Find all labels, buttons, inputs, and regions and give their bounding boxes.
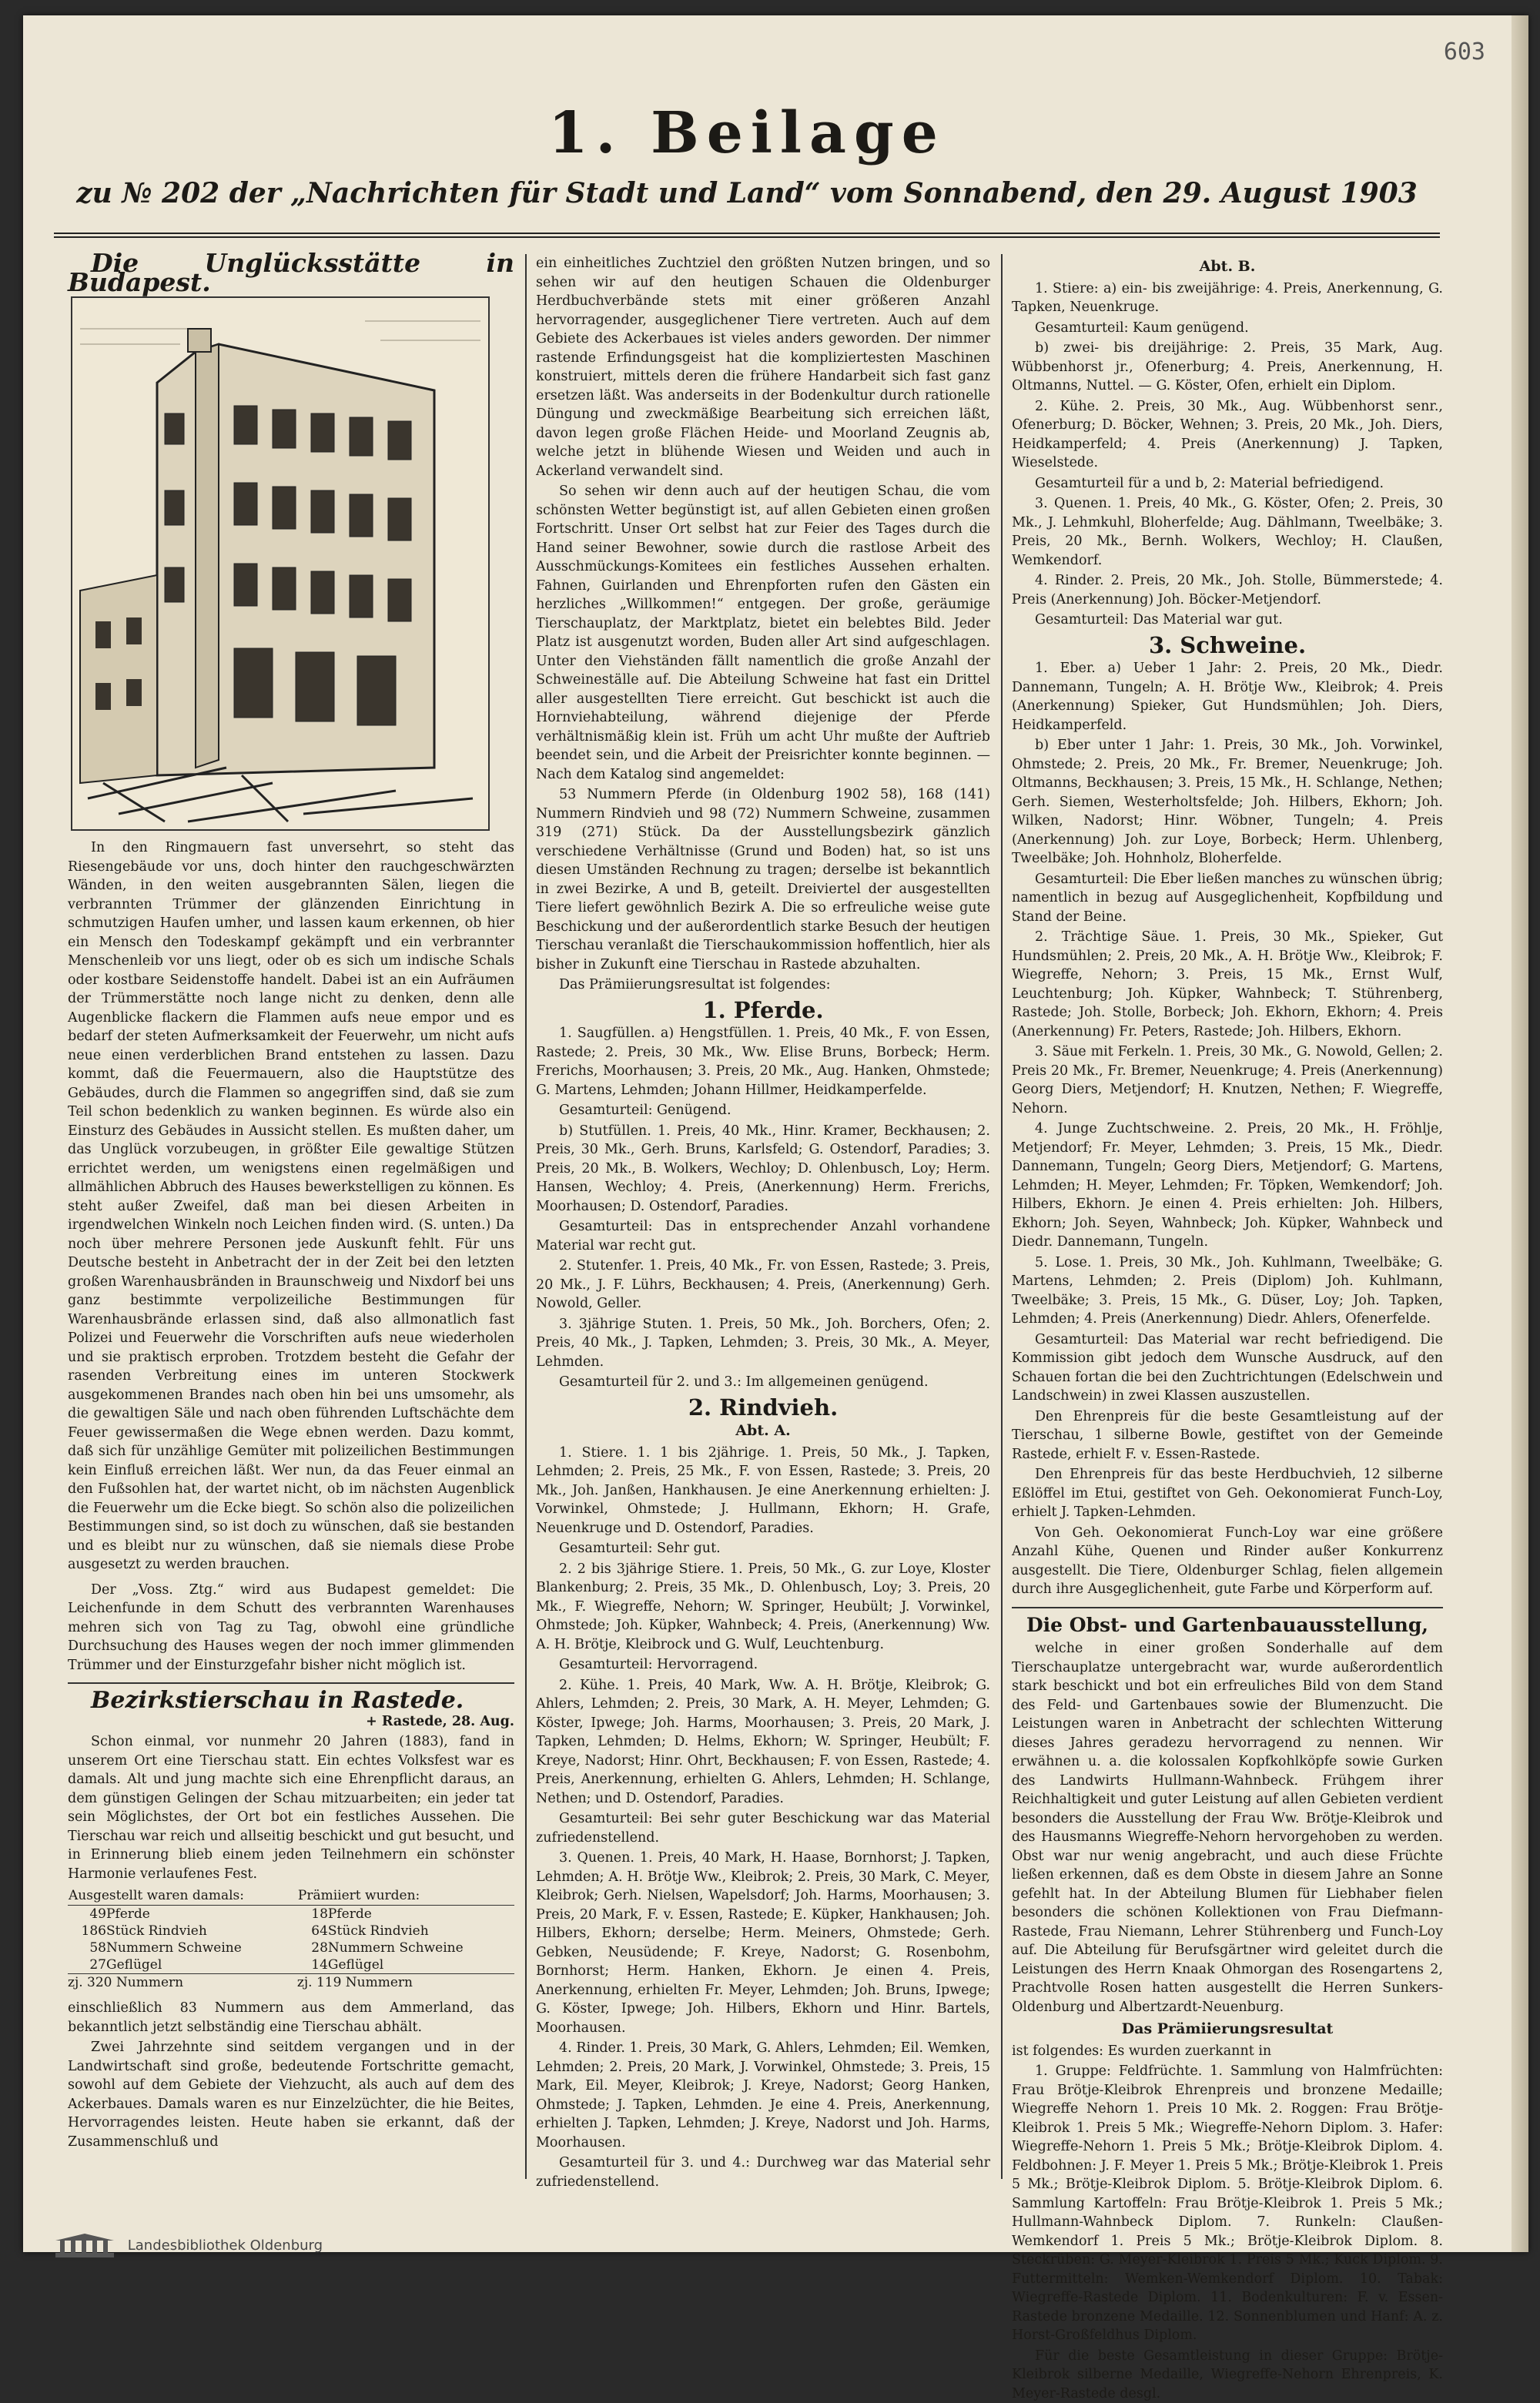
abtb-kuehe: 2. Kühe. 2. Preis, 30 Mk., Aug. Wübbenhorst senr., Ofenerburg; D. Böcker, Wehnen; 3. Preis, 20 Mk., Joh. Diers, Heidkamperfeld; 4. Preis (Anerkennung) J. Tapken, Wieselstede. [1012,397,1443,473]
rind-kuehe: 2. Kühe. 1. Preis, 40 Mark, Ww. A. H. Brötje, Kleibrok; G. Ahlers, Lehmden; 2. Preis, 30 Mark, A. H. Meyer, Lehmden; G. Köster, Ipwege; Joh. Harms, Moorhausen; 3. Preis, 20 Mark, J. Tapken, Lehmden; D. Helms, Ekhorn; W. Springer, Heubült; F. Kreye, Nadorst; Hinr. Ohrt, Beckhausen; F. von Essen, Rastede; 4. Preis, Anerkennung, erhielten G. Ahlers, Lehmden; H. Schlange, Nethen; und D. Ostendorf, Paradies. [536,1676,990,1809]
pferde-verdict-3: Gesamturteil für 2. und 3.: Im allgemeinen genügend. [536,1373,990,1392]
section-heading-rindvieh: 2. Rindvieh. [536,1398,990,1417]
column-divider-2 [1001,254,1003,2179]
subsection-abt-b: Abt. B. [1012,257,1443,276]
pferde-stuten: 2. Stutenfer. 1. Preis, 40 Mk., Fr. von Essen, Rastede; 3. Preis, 20 Mk., J. F. Lührs, Beckhausen; 4. Preis, (Anerkennung) Gerh. Nowold, Geller. [536,1257,990,1314]
dateline: + Rastede, 28. Aug. [68,1712,514,1732]
section-heading-pferde: 1. Pferde. [536,1001,990,1020]
rind-quenen: 3. Quenen. 1. Preis, 40 Mark, H. Haase, Bornhorst; J. Tapken, Lehmden; A. H. Brötje Ww., Kleibrok; 2. Preis, 30 Mark, C. Meyer, Kleibrok; Gerh. Nielsen, Wapelsdorf; Joh. Harms, Moorhausen; 3. Preis, 20 Mark, F. v. Essen, Rastede; E. Küpker, Hankhausen; Joh. Hilbers, Ekhorn; derselbe; Herm. Meiners, Ohmstede; Gerh. Gebken, Neusüdende; F. Kreye, Nadorst; G. Rosenbohm, Bornhorst; Herm. Hanken, Ekhorn. Je einen 4. Preis, Anerkennung, erhielten Fr. Meyer, Lehmden; Joh. Bruns, Ipwege; G. Köster, Ipwege; Joh. Hilbers, Ekhorn und Hinr. Bartels, Moorhausen. [536,1849,990,2037]
rind-stiere-2: 2. 2 bis 3jährige Stiere. 1. Preis, 50 Mk., G. zur Loye, Kloster Blankenburg; 2. Preis, 35 Mk., D. Ohlenbusch, Loy; 3. Preis, 20 Mk., F. Wiegreffe, Nehorn; W. Springer, Heubült; J. Vorwinkel, Ohmstede; Joh. Küpker, Wahnbeck; 4. Preis, (Anerkennung) Ww. A. H. Brötje, Kleibrock und G. Wulf, Leuchtenburg. [536,1560,990,1655]
supplement-title: 1. Beilage [23,100,1471,166]
subsection-praemiierung: Das Prämiierungsresultat [1012,2020,1443,2039]
schweine-saeue: 2. Trächtige Säue. 1. Preis, 30 Mk., Spieker, Gut Hundsmühlen; 2. Preis, 20 Mk., A. H. Brötje Ww., Kleibrok; F. Wiegreffe, Nehorn; 3. Preis, 15 Mk., Ernst Wulf, Leuchtenburg; Joh. Küpker, Wahnbeck; T. Stührenberg, Rastede; Joh. Stolle, Borbeck; Joh. Ekhorn, Ekhorn; 4. Preis (Anerkennung) Fr. Peters, Rastede; Joh. Hilbers, Ekhorn. [1012,928,1443,1041]
abtb-rinder: 4. Rinder. 2. Preis, 20 Mk., Joh. Stolle, Bümmerstede; 4. Preis (Anerkennung) Joh. Böcker-Metjendorf. [1012,571,1443,609]
column-1 [68,254,514,2179]
rind-verdict-4: Gesamturteil für 3. und 4.: Durchweg war das Material sehr zufriedenstellend. [536,2154,990,2191]
rind-rinder: 4. Rinder. 1. Preis, 30 Mark, G. Ahlers, Lehmden; Eil. Wemken, Lehmden; 2. Preis, 20 Mark, J. Vorwinkel, Ohmstede; 3. Preis, 15 Mark, Eil. Meyer, Kleibrok; J. Kreye, Nadorst; Georg Hanken, Ohmstede; J. Tapken, Lehmden. Je eine 4. Preis, Anerkennung, erhielten J. Tapken, Lehmden; J. Kreye, Nadorst und Joh. Harms, Moorhausen. [536,2039,990,2152]
comparison-table [68,1886,514,1991]
col2-paragraph-3: 53 Nummern Pferde (in Oldenburg 1902 58), 168 (141) Nummern Rindvieh und 98 (72) Nummern Schweine, zusammen 319 (271) Stück. Da der Ausstellungsbezirk gänzlich verschiedene Verhältnisse (Grund und Boden) hat, so ist uns diesen Umständen Rechnung zu tragen; derselbe ist bekanntlich in zwei Bezirke, A und B, geteilt. Dreiviertel der ausgestellten Tiere liefert gewöhnlich Bezirk A. Die so erfreuliche weise gute Beschickung und der außerordentlich starke Besuch der heutigen Tierschau veranlaßt die Tierschaukommission hoffentlich, hier als bisher in Zukunft eine Tierschau in Rastede abzuhalten. [536,785,990,974]
table-row: 186 Stück Rindvieh 64 Stück Rindvieh [68,1923,514,1939]
table-row: 58 Nummern Schweine 28 Nummern Schweine [68,1939,514,1956]
budapest-paragraph-1: In den Ringmauern fast unversehrt, so steht das Riesengebäude vor uns, doch hinter den rauchgeschwärzten Wänden, in den weiten ausgebrannten Sälen, liegen die verbrannten Trümmer der glänzenden Einrichtung in schmutzigen Haufen umher, und lassen kaum erkennen, ob hier ein Mensch den Todeskampf gekämpft und ein verbrannter Menschenleib vor uns liegt, oder ob es sich um indische Schals oder kostbare Seidenstoffe handelt. Dabei ist an ein Aufräumen der Trümmerstätte noch lange nicht zu denken, denn alle Augenblicke flackern die Flammen aufs neue empor und es bedarf der steten Aufmerksamkeit der Feuerwehr, um nicht aufs neue einen verderblichen Brand entstehen zu lassen. Dazu kommt, daß die Feuermauern, also die Hauptstütze des Gebäudes, durch die Flammen so angegriffen sind, daß sie zum Teil schon bedenklich zu wanken beginnen. Es würde also ein Einsturz des Gebäudes in Aussicht stellen. Es mußten daher, um das Unglück vorzubeugen, in größter Eile gewaltige Stützen errichtet werden, um wenigstens einen regelmäßigen und allmählichen Abbruch des Hauses bewerkstelligen zu können. Es steht außer Zweifel, daß man bei diesen Arbeiten in irgendwelchen Winkeln noch Leichen finden wird. (S. unten.) Da noch über mehrere Personen jede Auskunft fehlt. Für uns Deutsche besteht in Anbetracht der in der Zeit bei den letzten großen Warenhausbränden in Braunschweig und Nixdorf bei uns ganz bestimmte verpolizeiliche Bestimmungen für Warenhausbrände erlassen sind, daß also allmonatlich fast Polizei und Feuerwehr die Vorschriften aufs neue wiederholen und sie praktisch erproben. Trotzdem besteht die Gefahr der rasenden Verbreitung eines im unteren Stockwerk ausgekommenen Brandes nach oben hin bei uns umsomehr, als die gewaltigen Säle und nach oben führenden Luftschächte dem Feuer gewissermaßen die Wege ebnen werden. Dazu kommt, daß sich für unzählige Gemüter mit polizeilichen Bestimmungen kein Einfluß erreichen läßt. Wer nun, da das Feuer einmal an den Fußsohlen hat, der wartet nicht, ob im nächsten Augenblick die Feuerwehr um die Ecke biegt. So schön also die polizeilichen Bestimmungen sind, so ist doch zu wünschen, daß sie bestanden und es bleibt nur zu wünschen, daß sie niemals diese Probe ausgesetzt zu werden brauchen. [68,838,514,1575]
burnt-building-drawing [72,298,488,829]
gruppe-feldfruechte: 1. Gruppe: Feldfrüchte. 1. Sammlung von Halmfrüchten: Frau Brötje-Kleibrok Ehrenpreis und bronzene Medaille; Wiegreffe Nehorn 1. Preis 10 Mk. 2. Roggen: Frau Brötje-Kleibrok 1. Preis 5 Mk.; Wiegreffe-Nehorn Diplom. 3. Hafer: Wiegreffe-Nehorn 1. Preis 5 Mk.; Brötje-Kleibrok Diplom. 4. Feldbohnen: J. F. Meyer 1. Preis 5 Mk.; Brötje-Kleibrok 1. Preis 5 Mk.; Brötje-Kleibrok Diplom. 5. Brötje-Kleibrok Diplom. 6. Sammlung Kartoffeln: Frau Brötje-Kleibrok 1. Preis 5 Mk.; Hullmann-Wahnbeck Diplom. 7. Runkeln: Claußen-Wemkendorf 1. Preis 5 Mk.; Brötje-Kleibrok Diplom. 8. Steckrüben: G. Meyer-Kleibrok 1. Preis 5 Mk.; Kuck Diplom. 9. Futtermitteln: Wemken-Wemkendorf Diplom. 10. Tabak: Wiegreffe-Rastede Diplom. 11. Bodenkulturen: F. v. Essen-Rastede bronzene Medaille. 12. Sonnenblumen und Hanf: A. z. Horst-Großfeldhus Diplom. [1012,2062,1443,2345]
rind-verdict-2: Gesamturteil: Hervorragend. [536,1655,990,1675]
library-name: Landesbibliothek Oldenburg [128,2237,323,2254]
tierschau-paragraph-1: Schon einmal, vor nunmehr 20 Jahren (1883), fand in unserem Ort eine Tierschau statt. Ein echtes Volksfest war es damals. Alt und jung machte sich eine Ehrenpflicht daraus, an dem günstigen Gelingen der Schau mitzuarbeiten; ein jeder tat sein Möglichstes, der Ort bot ein festliches Aussehen. Die Tierschau war reich und allseitig beschickt und gut besucht, und in Erinnerung blieb einem jeden Teilnehmern ein schönster Harmonie verlaufenes Fest. [68,1732,514,1883]
pferde-verdict-2: Gesamturteil: Das in entsprechender Anzahl vorhandene Material war recht gut. [536,1217,990,1255]
abtb-stiere-b: b) zwei- bis dreijährige: 2. Preis, 35 Mark, Aug. Wübbenhorst jr., Ofenerburg; 4. Preis, Anerkennung, H. Oltmanns, Nuttel. — G. Köster, Ofen, erhielt ein Diplom. [1012,339,1443,396]
rind-verdict-3: Gesamturteil: Bei sehr guter Beschickung war das Material zufriedenstellend. [536,1809,990,1847]
newspaper-page [23,15,1528,2252]
tierschau-paragraph-3: Zwei Jahrzehnte sind seitdem vergangen und in der Landwirtschaft sind große, bedeutende Fortschritte gemacht, sowohl auf dem Gebiete der Viehzucht, als auch auf dem des Ackerbaues. Damals waren es nur Einzelzüchter, die hie Beites, Hervorragendes leisten. Heute haben sie erkannt, daß der Zusammenschluß und [68,2038,514,2151]
page-edge [1512,15,1528,2252]
budapest-paragraph-2: Der „Voss. Ztg.“ wird aus Budapest gemeldet: Die Leichenfunde in dem Schutt des verbrannten Warenhauses mehren sich von Tag zu Tag, obwohl eine gründliche Durchsuchung des Hauses wegen der noch immer glimmenden Trümmer und der Einsturzgefahr bisher nicht möglich ist. [68,1581,514,1675]
obst-paragraph: welche in einer großen Sonderhalle auf dem Tierschauplatze untergebracht war, wurde außerordentlich stark beschickt und bot ein erfreuliches Bild von dem Stand des Feld- und Gartenbaues sowie der Blumenzucht. Die Leistungen waren in Anbetracht der schlechten Witterung dieses Jahres geradezu hervorragend zu nennen. Wir erwähnen u. a. die kolossalen Kopfkohlköpfe sowie Gurken des Landwirts Hullmann-Wahnbeck. Frühgem ihrer Reichhaltigkeit und guter Leistung auf allen Gebieten verdient besonders die Ausstellung der Frau Ww. Brötje-Kleibrok und des Hausmanns Wiegreffe-Nehorn hervorgehoben zu werden. Obst war nur wenig angebracht, und auch diese Früchte ließen erkennen, daß es dem Obste in diesem Jahre an Sonne gefehlt hat. In der Abteilung Blumen für Liebhaber fielen besonders die schönen Kollektionen von Frau Diefmann-Rastede, Frau Niemann, Lehrer Stührenberg und Funch-Loy auf. Die Abteilung für Berufsgärtner wird geleitet durch die Leistungen des Herrn Knaak Ohmorgan des Rosengartens 2, Prachtvolle Rosen hatten ausgestellt die Herren Sunkers-Oldenburg und Albertzardt-Neuenburg. [1012,1639,1443,2016]
ehrenpreis-2: Den Ehrenpreis für das beste Herdbuchvieh, 12 silberne Eßlöffel im Etui, gestiftet von Geh. Oekonomierat Funch-Loy, erhielt J. Tapken-Lehmden. [1012,1465,1443,1522]
schweine-verdict-1: Gesamturteil: Die Eber ließen manches zu wünschen übrig; namentlich in bezug auf Ausgeglichenheit, Kopfbildung und Stand der Beine. [1012,870,1443,927]
column-divider-1 [525,254,527,2179]
section-heading-schweine: 3. Schweine. [1012,636,1443,655]
rind-stiere-1: 1. Stiere. 1. 1 bis 2jährige. 1. Preis, 50 Mk., J. Tapken, Lehmden; 2. Preis, 25 Mk., F. von Essen, Rastede; 3. Preis, 20 Mk., Joh. Janßen, Hankhausen. Je eine Anerkennung erhielten: J. Vorwinkel, Ohmstede; J. Hullmann, Ekhorn; H. Grafe, Neuenkruge und D. Ostendorf, Paradies. [536,1444,990,1538]
subsection-abt-a: Abt. A. [536,1421,990,1441]
table-sum-row: zj. 320 Nummern zj. 119 Nummern [68,1974,514,1992]
pferde-verdict-1: Gesamturteil: Genügend. [536,1101,990,1120]
schweine-lose: 5. Lose. 1. Preis, 30 Mk., Joh. Kuhlmann, Tweelbäke; G. Martens, Lehmden; 2. Preis (Diplom) Joh. Kuhlmann, Tweelbäke; 3. Preis, 15 Mk., G. Düser, Loy; Joh. Tapken, Lehmden; 4. Preis (Anerkennung) Diedr. Ahlers, Ofenerfelde. [1012,1253,1443,1329]
pferde-stutfuellen: b) Stutfüllen. 1. Preis, 40 Mk., Hinr. Kramer, Beckhausen; 2. Preis, 30 Mk., Gerh. Bruns, Karlsfeld; G. Ostendorf, Paradies; 3. Preis, 20 Mk., B. Wolkers, Wechloy; D. Ohlenbusch, Loy; Herm. Hansen, Wechloy; 4. Preis, (Anerkennung) Herm. Frerichs, Moorhausen; D. Ostendorf, Paradies. [536,1122,990,1217]
schweine-ferkel: 3. Säue mit Ferkeln. 1. Preis, 30 Mk., G. Nowold, Gellen; 2. Preis 20 Mk., Fr. Bremer, Neuenkruge; 4. Preis (Anerkennung) Georg Diers, Metjendorf; H. Knutzen, Nethen; F. Wiegreffe, Nehorn. [1012,1043,1443,1118]
schweine-jung: 4. Junge Zuchtschweine. 2. Preis, 20 Mk., H. Fröhlje, Metjendorf; Fr. Meyer, Lehmden; 3. Preis, 15 Mk., Diedr. Dannemann, Tungeln; Georg Diers, Metjendorf; G. Martens, Lehmden; H. Meyer, Lehmden; Fr. Töpken, Wemkendorf; Joh. Hilbers, Ekhorn. Je einen 4. Preis erhielten: Joh. Hilbers, Ekhorn; Joh. Seyen, Wahnbeck; Joh. Küpker, Wahnbeck und Diedr. Dannemann, Tungeln. [1012,1120,1443,1252]
abtb-quenen: 3. Quenen. 1. Preis, 40 Mk., G. Köster, Ofen; 2. Preis, 30 Mk., J. Lehmkuhl, Bloherfelde; Aug. Dählmann, Tweelbäke; 3. Preis, 20 Mk., Bernh. Wolkers, Wechloy; H. Claußen, Wemkendorf. [1012,494,1443,570]
ehrenpreis-1: Den Ehrenpreis für die beste Gesamtleistung auf der Tierschau, 1 silberne Bowle, gestiftet von der Gemeinde Rastede, erhielt F. v. Essen-Rastede. [1012,1407,1443,1464]
supplement-subtitle: zu № 202 der „Nachrichten für Stadt und Land“ vom Sonnabend, den 29. August 1903 [23,177,1471,209]
article-heading-tierschau: Bezirkstierschau in Rastede. [68,1692,514,1711]
schweine-verdict-2: Gesamturteil: Das Material war recht befriedigend. Die Kommission gibt jedoch dem Wunsche Ausdruck, auf den Schauen fortan die bei den Zuchtrichtungen (Edelschwein und Landschwein) in zwei Klassen auszustellen. [1012,1330,1443,1406]
pferde-saugfuellen: 1. Saugfüllen. a) Hengstfüllen. 1. Preis, 40 Mk., F. von Essen, Rastede; 2. Preis, 30 Mk., Ww. Elise Bruns, Borbeck; Herm. Frerichs, Moorhausen; 3. Preis, 20 Mk., Aug. Hanken, Ohmstede; G. Martens, Lehmden; Johann Hillmer, Heidkamperfelde. [536,1024,990,1099]
tierschau-paragraph-2: einschließlich 83 Nummern aus dem Ammerland, das bekanntlich jetzt selbständig eine Tierschau abhält. [68,1999,514,2037]
column-2 [536,254,990,2179]
abtb-verdict-2: Gesamturteil für a und b, 2: Material befriedigend. [1012,474,1443,494]
rind-verdict-1: Gesamturteil: Sehr gut. [536,1539,990,1558]
schweine-eber-a: 1. Eber. a) Ueber 1 Jahr: 2. Preis, 20 Mk., Diedr. Dannemann, Tungeln; A. H. Brötje Ww., Kleibrok; 4. Preis (Anerkennung) Spieker, Gut Hundsmühlen; Joh. Diers, Heidkamperfeld. [1012,659,1443,735]
ausser-konkurrenz: Von Geh. Oekonomierat Funch-Loy war eine größere Anzahl Kühe, Quenen und Rinder außer Konkurrenz ausgestellt. Die Tiere, Oldenburger Schlag, fielen allgemein durch ihre Ausgeglichenheit, gute Farbe und Körperform auf. [1012,1524,1443,1599]
article-separator [68,1682,514,1684]
col2-paragraph-2: So sehen wir denn auch auf der heutigen Schau, die vom schönsten Wetter begünstigt ist, auf allen Gebieten einen großen Fortschritt. Unser Ort selbst hat zur Feier des Tages durch die Hand seiner Bewohner, sowie durch die rastlose Arbeit des Ausschmückungs-Komitees ein festliches Aussehen erhalten. Fahnen, Guirlanden und Ehrenpforten rufen den Gästen ein herzliches „Willkommen!“ entgegen. Der große, geräumige Tierschauplatz, der Marktplatz, bietet ein belebtes Bild. Jeder Platz ist ausgenutzt worden, Buden aller Art sind aufgeschlagen. Unter den Viehständen fällt namentlich die große Anzahl der Schweineställe auf. Die Abteilung Schweine hat fast ein Drittel aller ausgestellten Tiere erreicht. Gut beschickt ist auch die Hornviehabteilung, während diejenige der Pferde verhältnismäßig klein ist. Früh um acht Uhr mußte der Auftrieb beendet sein, und die Arbeit der Preisrichter konnte beginnen. — Nach dem Katalog sind angemeldet: [536,482,990,784]
article-separator-2 [1012,1607,1443,1608]
table-head-exhibited: Ausgestellt waren damals: [68,1886,297,1906]
abtb-stiere-a: 1. Stiere: a) ein- bis zweijährige: 4. Preis, Anerkennung, G. Tapken, Neuenkruge. [1012,279,1443,317]
gruppe-gesamtleistung: Für die beste Gesamtleistung in dieser Gruppe: Brötje-Kleibrok silberne Medaille, Wiegreffe-Nehorn Ehrenpreis, K. Meyer-Rastede desgl. [1012,2347,1443,2403]
section-heading-obst: Die Obst- und Gartenbauausstellung, [1012,1616,1443,1635]
library-footer [54,2233,516,2264]
article-heading-budapest: Die Unglücksstätte in Budapest. [68,254,514,292]
schweine-eber-b: b) Eber unter 1 Jahr: 1. Preis, 30 Mk., Joh. Vorwinkel, Ohmstede; 2. Preis, 20 Mk., Fr. Bremer, Neuenkruge; Joh. Oltmanns, Beckhausen; 3. Preis, 15 Mk., H. Schlange, Nethen; Gerh. Siemen, Westerholtsfelde; Joh. Hilbers, Ekhorn; Joh. Wilken, Nadorst; Hinr. Wöbner, Tungeln; 4. Preis (Anerkennung) Joh. zur Loye, Borbeck; Herm. Uhlenberg, Tweelbäke; Joh. Hohnholz, Bloherfelde. [1012,736,1443,868]
table-head-awarded: Prämiiert wurden: [297,1886,514,1906]
col2-paragraph-1: ein einheitliches Zuchtziel den größten Nutzen bringen, und so sehen wir auf den heutigen Schauen die Oldenburger Herdbuchverbände stets mit einer größeren Anzahl hervorragender, ausgeglichener Tiere vertreten. Auch auf dem Gebiete des Ackerbaues ist vieles anders geworden. Der nimmer rastende Erfindungsgeist hat die kompliziertesten Maschinen konstruiert, mittels deren die frühere Handarbeit sich fast ganz ersetzen läßt. Was anderseits in der Bodenkultur durch rationelle Düngung und zweckmäßige Bearbeitung sich erreichen läßt, davon legen große Flächen Heide- und Moorland Zeugnis ab, welche jetzt in blühende Wiesen und Weiden und auch in Ackerland verwandelt sind. [536,254,990,480]
header-rule [54,233,1440,238]
library-logo-icon [54,2233,116,2259]
praemiierung-intro: ist folgendes: Es wurden zuerkannt in [1012,2042,1443,2061]
page-number: 603 [1444,38,1485,65]
table-row: 49 Pferde 18 Pferde [68,1906,514,1923]
abtb-verdict-3: Gesamturteil: Das Material war gut. [1012,611,1443,630]
abtb-verdict-1: Gesamturteil: Kaum genügend. [1012,319,1443,338]
table-row: 27 Geflügel 14 Geflügel [68,1956,514,1974]
pferde-3jaehrige: 3. 3jährige Stuten. 1. Preis, 50 Mk., Joh. Borchers, Ofen; 2. Preis, 40 Mk., J. Tapken, Lehmden; 3. Preis, 30 Mk., A. Meyer, Lehmden. [536,1315,990,1372]
column-3 [1012,254,1443,2179]
col2-paragraph-4: Das Prämiierungsresultat ist folgendes: [536,976,990,995]
building-illustration [71,296,490,831]
